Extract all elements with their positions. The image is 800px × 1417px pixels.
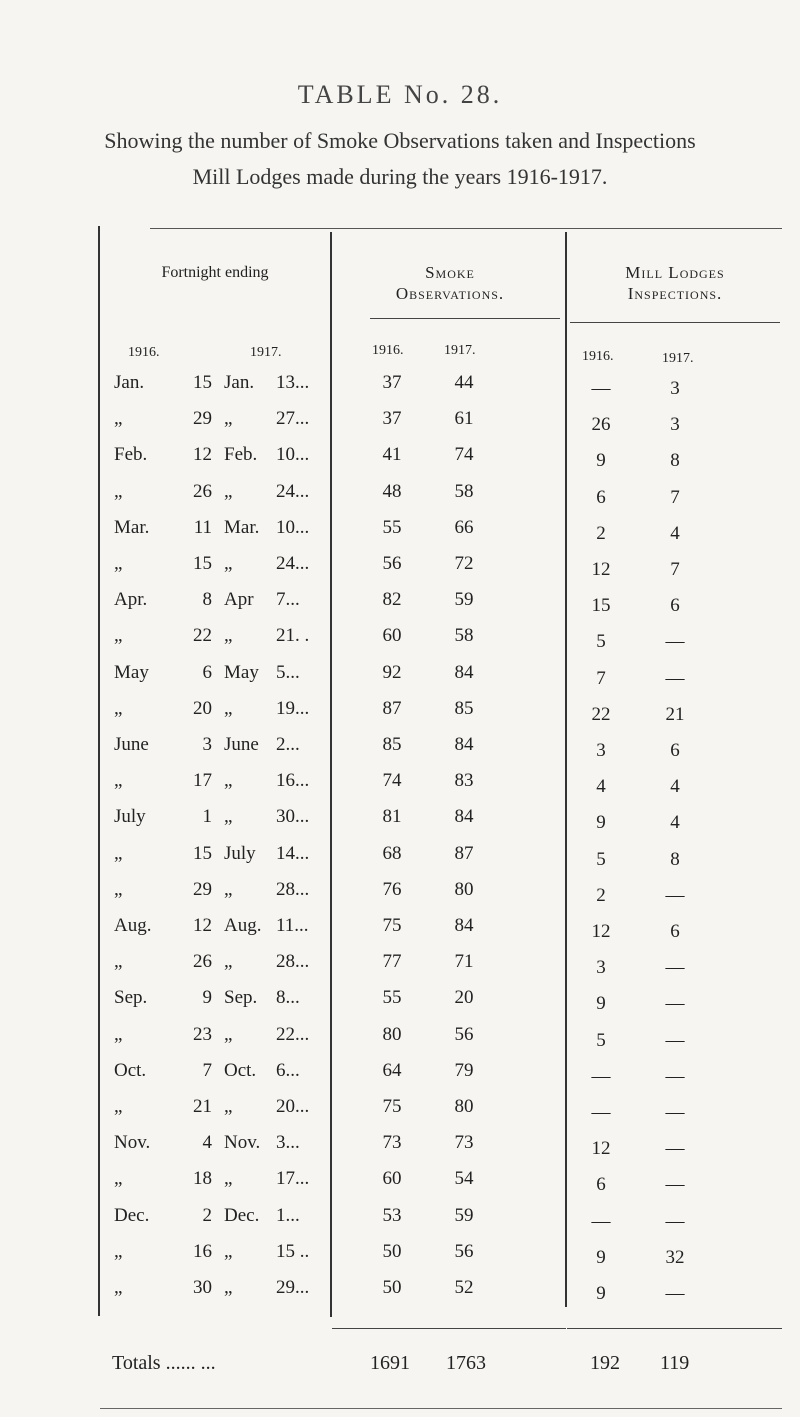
cell-smoke-1917: 80 <box>454 1096 474 1117</box>
cell-month-1917: „ <box>224 1023 233 1045</box>
cell-month-1916: Aug. <box>114 915 152 936</box>
cell-day-1916: 12 <box>193 915 212 936</box>
cell-smoke-1916: 37 <box>382 372 402 393</box>
cell-month-1916: May <box>114 661 149 683</box>
cell-smoke-1916: 85 <box>382 734 402 755</box>
cell-smoke-1916: 64 <box>382 1059 402 1081</box>
cell-inspections-1916: 4 <box>596 776 606 798</box>
header-smoke <box>345 262 555 304</box>
cell-day-1916: 18 <box>193 1168 212 1190</box>
cell-month-1916: „ <box>114 1168 123 1190</box>
cell-smoke-1916: 60 <box>382 1168 402 1190</box>
cell-smoke-1917: 20 <box>454 987 474 1009</box>
cell-smoke-1917: 84 <box>454 915 474 936</box>
cell-month-1916: „ <box>114 553 123 574</box>
cell-day-1917: 24... <box>276 480 310 502</box>
cell-inspections-1917: — <box>665 993 685 1015</box>
cell-day-1917: 10... <box>276 444 310 466</box>
cell-day-1917: 13... <box>276 372 310 393</box>
cell-smoke-1916: 56 <box>382 553 402 574</box>
cell-smoke-1917: 58 <box>454 625 474 647</box>
cell-smoke-1916: 74 <box>382 770 402 792</box>
cell-month-1917: „ <box>224 1096 233 1117</box>
header-rule-mill <box>570 322 780 323</box>
cell-inspections-1916: 3 <box>596 740 606 761</box>
cell-inspections-1917: 4 <box>670 522 680 544</box>
cell-day-1916: 26 <box>193 951 212 973</box>
cell-month-1917: „ <box>224 480 233 502</box>
cell-smoke-1917: 84 <box>454 661 474 683</box>
cell-month-1917: „ <box>224 878 233 900</box>
cell-month-1916: „ <box>114 697 123 719</box>
cell-day-1917: 10... <box>276 516 310 538</box>
cell-month-1917: June <box>224 734 259 755</box>
table-row <box>0 1168 800 1204</box>
cell-inspections-1917: — <box>665 1102 685 1123</box>
cell-day-1916: 17 <box>193 770 212 792</box>
cell-smoke-1917: 66 <box>454 516 474 538</box>
cell-day-1916: 9 <box>202 987 212 1009</box>
cell-inspections-1917: — <box>665 884 685 906</box>
cell-inspections-1917: 6 <box>670 921 680 942</box>
cell-inspections-1917: 8 <box>670 848 680 870</box>
cell-month-1916: „ <box>114 1023 123 1045</box>
table-row <box>0 1205 800 1241</box>
cell-month-1916: Jan. <box>114 372 145 393</box>
cell-day-1916: 30 <box>193 1277 212 1298</box>
year-label-fortnight-1917: 1917. <box>250 345 282 360</box>
cell-day-1917: 29... <box>276 1277 310 1298</box>
cell-smoke-1917: 56 <box>454 1240 474 1262</box>
cell-month-1916: „ <box>114 1096 123 1117</box>
cell-inspections-1916: — <box>591 1065 611 1087</box>
cell-smoke-1917: 52 <box>454 1277 474 1298</box>
table-row <box>0 915 800 951</box>
table-row <box>0 553 800 589</box>
cell-day-1916: 23 <box>193 1023 212 1045</box>
cell-inspections-1917: 8 <box>670 450 680 472</box>
cell-month-1916: June <box>114 734 149 755</box>
totals-rule-mill <box>567 1328 782 1329</box>
cell-day-1917: 7... <box>276 589 300 611</box>
table-row <box>0 1024 800 1060</box>
cell-month-1916: „ <box>114 408 123 430</box>
cell-inspections-1917: — <box>665 1138 685 1160</box>
cell-inspections-1916: 7 <box>596 667 606 689</box>
cell-smoke-1916: 55 <box>382 516 402 538</box>
cell-inspections-1916: 12 <box>591 1138 611 1160</box>
cell-smoke-1916: 87 <box>382 697 402 719</box>
cell-inspections-1917: — <box>665 1065 685 1087</box>
cell-day-1916: 12 <box>193 444 212 466</box>
totals-mill-1917: 119 <box>660 1352 690 1374</box>
totals-smoke-1917: 1763 <box>446 1352 486 1374</box>
header-smoke-line2: Observations. <box>395 284 505 303</box>
cell-smoke-1917: 58 <box>454 480 474 502</box>
cell-day-1917: 20... <box>276 1096 310 1117</box>
table-subtitle-line1: Showing the number of Smoke Observations taken and Inspections <box>104 128 696 153</box>
cell-inspections-1916: 22 <box>591 703 611 725</box>
cell-day-1917: 28... <box>276 951 310 973</box>
cell-inspections-1916: 9 <box>596 812 606 834</box>
cell-month-1917: Feb. <box>224 444 258 466</box>
cell-inspections-1916: — <box>591 1102 611 1123</box>
cell-inspections-1917: 4 <box>670 812 680 834</box>
table-row <box>0 372 800 408</box>
cell-day-1917: 17... <box>276 1168 310 1190</box>
cell-smoke-1917: 56 <box>454 1023 474 1045</box>
cell-inspections-1917: 6 <box>670 595 680 617</box>
table-row <box>0 1241 800 1277</box>
cell-smoke-1916: 48 <box>382 480 402 502</box>
cell-month-1916: „ <box>114 951 123 973</box>
cell-inspections-1916: 3 <box>596 957 606 979</box>
cell-month-1916: Nov. <box>114 1132 151 1154</box>
cell-smoke-1916: 73 <box>382 1132 402 1154</box>
header-smoke-line1: Smoke <box>425 263 475 282</box>
cell-day-1917: 5... <box>276 661 300 683</box>
cell-inspections-1916: 12 <box>591 921 611 942</box>
cell-month-1917: Nov. <box>224 1132 261 1154</box>
cell-smoke-1916: 81 <box>382 806 402 828</box>
cell-smoke-1916: 37 <box>382 408 402 430</box>
cell-smoke-1916: 41 <box>382 444 402 466</box>
cell-day-1917: 1... <box>276 1204 300 1226</box>
cell-day-1917: 8... <box>276 987 300 1009</box>
cell-month-1917: Sep. <box>224 987 258 1009</box>
cell-inspections-1916: 12 <box>591 559 611 580</box>
cell-month-1916: „ <box>114 480 123 502</box>
totals-rule-smoke <box>332 1328 566 1329</box>
cell-inspections-1916: 6 <box>596 486 606 508</box>
cell-smoke-1916: 77 <box>382 951 402 973</box>
cell-day-1917: 19... <box>276 697 310 719</box>
cell-inspections-1917: 4 <box>670 776 680 798</box>
table-row <box>0 951 800 987</box>
cell-month-1917: „ <box>224 951 233 973</box>
cell-month-1917: May <box>224 661 259 683</box>
cell-day-1916: 8 <box>202 589 212 611</box>
cell-smoke-1916: 75 <box>382 915 402 936</box>
table-subtitle-line2: Mill Lodges made during the years 1916-1917. <box>192 164 608 189</box>
cell-inspections-1916: 6 <box>596 1174 606 1196</box>
cell-inspections-1917: — <box>665 1029 685 1051</box>
cell-inspections-1917: — <box>665 631 685 653</box>
cell-smoke-1916: 55 <box>382 987 402 1009</box>
cell-inspections-1916: 5 <box>596 631 606 653</box>
cell-day-1916: 6 <box>202 661 212 683</box>
totals-smoke-1916: 1691 <box>370 1352 410 1374</box>
table-bottom-rule <box>100 1408 782 1409</box>
table-row <box>0 1096 800 1132</box>
cell-smoke-1917: 74 <box>454 444 474 466</box>
cell-smoke-1917: 85 <box>454 697 474 719</box>
cell-inspections-1917: — <box>665 1210 685 1232</box>
cell-day-1917: 24... <box>276 553 310 574</box>
cell-month-1916: Oct. <box>114 1059 147 1081</box>
cell-day-1917: 27... <box>276 408 310 430</box>
cell-day-1916: 21 <box>193 1096 212 1117</box>
cell-day-1916: 1 <box>202 806 212 828</box>
cell-month-1917: Mar. <box>224 516 260 538</box>
cell-day-1916: 26 <box>193 480 212 502</box>
cell-month-1916: „ <box>114 770 123 792</box>
cell-smoke-1916: 50 <box>382 1240 402 1262</box>
cell-inspections-1917: 6 <box>670 740 680 761</box>
table-row <box>0 770 800 806</box>
cell-smoke-1917: 80 <box>454 878 474 900</box>
cell-day-1916: 16 <box>193 1240 212 1262</box>
cell-smoke-1917: 59 <box>454 1204 474 1226</box>
year-label-mill-1916: 1916. <box>582 349 614 364</box>
cell-day-1916: 29 <box>193 408 212 430</box>
cell-day-1917: 28... <box>276 878 310 900</box>
cell-month-1916: „ <box>114 878 123 900</box>
cell-month-1917: „ <box>224 1240 233 1262</box>
cell-inspections-1917: 3 <box>670 414 680 436</box>
table-row <box>0 1277 800 1313</box>
table-row <box>0 843 800 879</box>
cell-inspections-1916: 2 <box>596 522 606 544</box>
cell-day-1917: 30... <box>276 806 310 828</box>
cell-inspections-1917: — <box>665 1283 685 1304</box>
cell-month-1916: „ <box>114 1277 123 1298</box>
table-row <box>0 1132 800 1168</box>
cell-inspections-1917: 32 <box>665 1246 685 1268</box>
table-row <box>0 517 800 553</box>
cell-day-1916: 15 <box>193 372 212 393</box>
cell-month-1917: Jan. <box>224 372 255 393</box>
cell-inspections-1916: — <box>591 1210 611 1232</box>
cell-smoke-1916: 80 <box>382 1023 402 1045</box>
cell-day-1916: 11 <box>193 516 212 538</box>
cell-inspections-1916: 9 <box>596 993 606 1015</box>
cell-smoke-1917: 87 <box>454 842 474 864</box>
cell-inspections-1917: — <box>665 957 685 979</box>
cell-inspections-1917: 7 <box>670 486 680 508</box>
cell-inspections-1916: 5 <box>596 848 606 870</box>
cell-day-1916: 22 <box>193 625 212 647</box>
cell-month-1916: „ <box>114 625 123 647</box>
table-row <box>0 589 800 625</box>
cell-smoke-1917: 72 <box>454 553 474 574</box>
table-top-rule <box>150 228 782 229</box>
table-row <box>0 481 800 517</box>
cell-smoke-1917: 84 <box>454 734 474 755</box>
table-row <box>0 806 800 842</box>
header-mill-line2: Inspections. <box>627 284 723 303</box>
header-fortnight: Fortnight ending <box>161 264 269 281</box>
cell-month-1917: „ <box>224 553 233 574</box>
cell-day-1917: 11... <box>276 915 309 936</box>
table-title: TABLE No. 28. <box>297 80 503 109</box>
cell-smoke-1916: 60 <box>382 625 402 647</box>
year-label-smoke-1917: 1917. <box>444 343 476 358</box>
cell-month-1916: „ <box>114 842 123 864</box>
cell-month-1916: Dec. <box>114 1204 150 1226</box>
cell-inspections-1917: 3 <box>670 378 680 399</box>
cell-month-1916: Mar. <box>114 516 150 538</box>
cell-month-1917: Aug. <box>224 915 262 936</box>
cell-inspections-1916: 9 <box>596 1283 606 1304</box>
cell-day-1917: 6... <box>276 1059 300 1081</box>
cell-inspections-1916: 5 <box>596 1029 606 1051</box>
cell-inspections-1916: 9 <box>596 1246 606 1268</box>
cell-day-1916: 29 <box>193 878 212 900</box>
cell-smoke-1917: 83 <box>454 770 474 792</box>
cell-month-1917: „ <box>224 806 233 828</box>
cell-inspections-1917: 7 <box>670 559 680 580</box>
table-row <box>0 662 800 698</box>
cell-smoke-1916: 92 <box>382 661 402 683</box>
cell-smoke-1917: 73 <box>454 1132 474 1154</box>
header-rule-smoke <box>370 318 560 319</box>
cell-month-1916: „ <box>114 1240 123 1262</box>
cell-smoke-1916: 75 <box>382 1096 402 1117</box>
cell-inspections-1917: — <box>665 1174 685 1196</box>
cell-month-1917: „ <box>224 1277 233 1298</box>
cell-month-1916: Sep. <box>114 987 148 1009</box>
cell-month-1917: Apr <box>224 589 254 611</box>
cell-month-1916: Apr. <box>114 589 148 611</box>
cell-smoke-1917: 84 <box>454 806 474 828</box>
cell-day-1917: 3... <box>276 1132 300 1154</box>
cell-month-1917: „ <box>224 770 233 792</box>
table-row <box>0 987 800 1023</box>
cell-smoke-1916: 68 <box>382 842 402 864</box>
cell-smoke-1917: 79 <box>454 1059 474 1081</box>
cell-day-1916: 15 <box>193 842 212 864</box>
table-row <box>0 879 800 915</box>
cell-inspections-1917: 21 <box>665 703 685 725</box>
cell-month-1917: Oct. <box>224 1059 257 1081</box>
header-mill-line1: Mill Lodges <box>625 263 725 282</box>
year-label-fortnight-1916: 1916. <box>128 345 160 360</box>
cell-inspections-1916: 15 <box>591 595 611 617</box>
cell-month-1917: „ <box>224 1168 233 1190</box>
cell-smoke-1917: 54 <box>454 1168 474 1190</box>
cell-smoke-1917: 44 <box>454 372 474 393</box>
totals-mill-1916: 192 <box>590 1352 620 1374</box>
cell-smoke-1916: 82 <box>382 589 402 611</box>
totals-label: Totals ...... ... <box>112 1352 216 1374</box>
cell-month-1916: Feb. <box>114 444 148 466</box>
cell-inspections-1917: — <box>665 667 685 689</box>
cell-day-1916: 15 <box>193 553 212 574</box>
cell-day-1917: 22... <box>276 1023 310 1045</box>
cell-month-1917: „ <box>224 697 233 719</box>
year-label-mill-1917: 1917. <box>662 351 694 366</box>
cell-month-1917: „ <box>224 625 233 647</box>
table-row <box>0 408 800 444</box>
year-label-smoke-1916: 1916. <box>372 343 404 358</box>
table-row <box>0 734 800 770</box>
cell-inspections-1916: 9 <box>596 450 606 472</box>
cell-smoke-1917: 59 <box>454 589 474 611</box>
cell-smoke-1916: 50 <box>382 1277 402 1298</box>
table-row <box>0 625 800 661</box>
cell-day-1917: 2... <box>276 734 300 755</box>
table-row <box>0 444 800 480</box>
cell-day-1917: 15 .. <box>276 1240 310 1262</box>
cell-month-1917: July <box>224 842 256 864</box>
table-row <box>0 698 800 734</box>
cell-day-1916: 3 <box>202 734 212 755</box>
cell-smoke-1916: 53 <box>382 1204 402 1226</box>
cell-smoke-1916: 76 <box>382 878 402 900</box>
cell-inspections-1916: 2 <box>596 884 606 906</box>
cell-smoke-1917: 71 <box>454 951 474 973</box>
cell-inspections-1916: 26 <box>591 414 611 436</box>
cell-day-1916: 4 <box>202 1132 212 1154</box>
cell-inspections-1916: — <box>591 378 611 399</box>
cell-smoke-1917: 61 <box>454 408 474 430</box>
cell-day-1916: 2 <box>202 1204 212 1226</box>
table-row <box>0 1060 800 1096</box>
cell-day-1917: 14... <box>276 842 310 864</box>
cell-month-1916: July <box>114 806 146 828</box>
cell-day-1917: 16... <box>276 770 310 792</box>
cell-day-1917: 21. . <box>276 625 310 647</box>
header-mill <box>575 262 775 304</box>
cell-month-1917: Dec. <box>224 1204 260 1226</box>
cell-day-1916: 20 <box>193 697 212 719</box>
cell-month-1917: „ <box>224 408 233 430</box>
cell-day-1916: 7 <box>202 1059 212 1081</box>
